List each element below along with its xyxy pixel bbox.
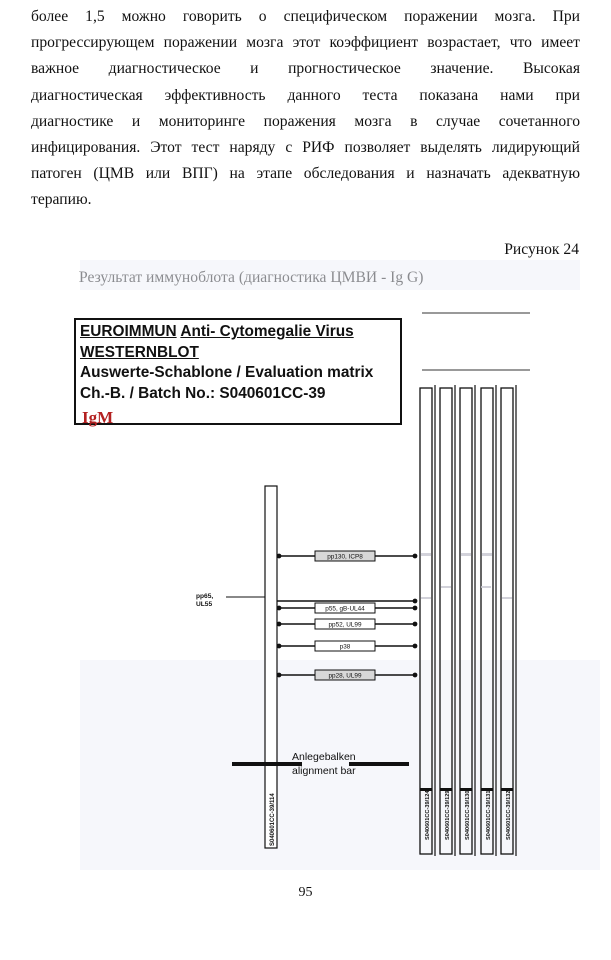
band-label: pp130, ICP8 (327, 553, 363, 561)
bleed-shadow (80, 260, 580, 290)
text-line: важное диагностическое и прогностическое значение. Высокая (31, 60, 580, 78)
brand-name: EUROIMMUN (80, 323, 177, 340)
text-line: диагностике и мониторинге поражения мозга в случае сочетанного (31, 112, 580, 130)
igm-label: IgM (82, 408, 114, 427)
alignment-bar (349, 762, 409, 766)
test-strips (420, 388, 513, 854)
header-line4: Ch.-B. / Batch No.: S040601CC-39 (80, 384, 326, 402)
immunoblot-figure (60, 300, 600, 870)
strip-label: S040601CC-39/124 (425, 790, 431, 840)
text-line: патоген (ЦМВ или ВПГ) на этапе обследования и назначать адекватную (31, 165, 580, 183)
strip-end-marks (420, 788, 513, 791)
header-line3: Auswerte-Schablone / Evaluation matrix (80, 364, 374, 381)
blot-diagram (60, 300, 600, 870)
strip-label: S040601CC-39/132 (506, 790, 512, 840)
figure-number: Рисунок 24 (504, 241, 579, 258)
text-line: диагностическая эффективность данного теста показана нами при (31, 86, 580, 104)
band-dots (277, 554, 418, 678)
band-label: p55, gB-UL44 (325, 605, 365, 613)
text-line: инфицирования. Этот тест наряду с РИФ позволяет выделять лидирующий (31, 138, 580, 156)
strip-label: S040601CC-39/131 (486, 790, 492, 840)
band-label: pp52, UL99 (328, 621, 362, 629)
page-number: 95 (298, 885, 313, 900)
side-label-ul55: UL55 (196, 601, 213, 608)
alignment-label-de: Anlegebalken (292, 751, 356, 763)
body-paragraph (31, 4, 580, 214)
text-line: прогрессирующем поражении мозга этот коэффициент возрастает, что имеет (31, 34, 580, 52)
template-strip-label: S040601CC-39/114 (270, 793, 276, 846)
band-label: p38 (339, 643, 351, 651)
strip-label: S040601CC-39/129 (445, 790, 451, 840)
alignment-label-en: alignment bar (292, 765, 356, 777)
band-connectors (277, 553, 416, 675)
band-label: pp28, UL99 (328, 672, 362, 680)
header-title: Anti- Cytomegalie Virus (180, 323, 354, 340)
header-line2: WESTERNBLOT (80, 343, 199, 361)
text-line: более 1,5 можно говорить о специфическом поражении мозга. При (31, 8, 580, 25)
text-line: терапию. (31, 191, 92, 209)
strip-label: S040601CC-39/130 (465, 790, 471, 840)
side-label-pp65: pp65, (196, 593, 214, 600)
strip-dividers (435, 385, 516, 856)
